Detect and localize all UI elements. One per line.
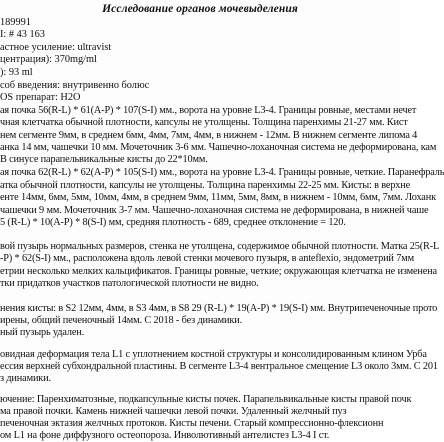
report-line-conclusion-4: ом L1 на фоне диффузного остеопороза. Инволютивный антелистез L3-4 I ст. <box>0 430 330 441</box>
report-line-oral-agent: OS препарат: H2O <box>0 92 81 103</box>
report-title: Исследование органов мочевыделения <box>102 3 298 15</box>
report-line-gallbladder: ный пузырь удален. <box>0 327 85 338</box>
report-line-concentration: центрация): 370mg/ml <box>0 54 97 65</box>
report-line-conclusion-2: ма правой почки. Камень нижней чашечки левой почки. Удаленный желчный пуз <box>0 406 347 417</box>
report-line-left-kidney-1: ая почка 62(R-L) * 62(A-P) * 105(S-I) мм., ворота на уровне L3-4. Границы ровные, четкие. Паранефраль <box>0 167 444 178</box>
report-line-left-kidney-4: чашечки 9 мм. Мочеточник 3-7 мм. Чашечно-лоханочная система не деформирована, в нижней чаше <box>0 205 429 216</box>
report-line-right-kidney-1: ая почка 56(R-L) * 61(A-P) * 107(S-I) мм., ворота на уровне L3-4. Границы ровные, местами нечет <box>0 105 417 116</box>
report-line-right-kidney-3: нем сегменте 9мм, в среднем 6мм, 4мм, 7мм, 4мм, в нижнем - 12мм. В нижнем сегменте липома 4 <box>0 130 418 141</box>
report-line-spine-1: овидная деформация тела L1 с уплотнением костной структуры и консолидированным клином Урба <box>0 349 427 360</box>
report-line-right-kidney-4: анка 14 мм, чашечки 10 мм. Мочеточник 3-6 мм. Чашечно-лоханочная система не деформирована, кам <box>0 142 437 153</box>
report-line-right-kidney-2: чная клетчатка обычной плотности, капсулы не утолщены. Толщина паренхимы 21-27 мм. Кист <box>0 117 408 128</box>
report-line-left-kidney-3: енте 14мм, 6мм, 5мм, 10мм, 4мм, в среднем 9мм, 11мм, 5мм, 8мм, в нижнем - 10мм, 6мм, 7мм. Лоханк <box>0 192 436 203</box>
report-line-spine-2: ессия верхней субхондральной пластины. В сегменте L3-4 вентральное смещение L3 около 3мм. С 201 <box>0 361 438 372</box>
report-line-study-number: I: # 43 163 <box>0 29 45 40</box>
report-line-patient-id: 189991 <box>0 17 31 28</box>
report-line-right-kidney-5: В синусе парапельвикальные кисты до 22*10мм. <box>0 154 208 165</box>
report-line-bladder-1: вой пузырь нормальных размеров, стенка не утолщена, содержимое обычной плотности. Матка 25(R-L <box>0 241 440 252</box>
report-line-conclusion-1: ючение: Паренхиматозные, подкапсульные кисты почек. Парапельвикальные кисты правой почк <box>0 394 412 405</box>
report-line-spine-3: з динамики. <box>0 373 51 384</box>
report-line-left-kidney-5: 5 (R-L) * 10(A-P) * 8(S-I) мм, средняя плотность - 689, среднее отклонение = 120. <box>0 217 346 228</box>
report-line-administration: соб введения: внутривенно болюс <box>0 80 150 91</box>
report-line-conclusion-3: печеночная эктазия желчных протоков. Кисты печени. Старый компрессионно-флексионн <box>0 418 384 429</box>
report-line-liver-1: нения кисты: в S2 12мм, 4мм, в S3 4мм, в S8 29 (R-L) * 19(A-P) * 19(S-I) мм. Внутрипеченочные прото <box>0 303 438 314</box>
report-line-bladder-3: етрии несколько мелких кальцификатов. Границы ровные, четкие; окружающая клетчатка не изменена <box>0 266 437 277</box>
report-line-liver-2: ирены, общий печеночный 14мм. С 2018 - без динамики. <box>0 315 243 326</box>
report-line-left-kidney-2: атка обычной плотности, капсулы не утолщены. Толщина паренхимы 22-25 мм. Кисты: в верхне <box>0 180 411 191</box>
report-line-bladder-4: тки придатков участков патологической плотности не видно. <box>0 278 259 289</box>
report-line-contrast: астное усиление: ultravist <box>0 42 112 53</box>
report-line-bladder-2: -P) * 62(S-I) мм., расположена вдоль левой стенки мочевого пузыря, в anteflexio, эндометрий 7мм <box>0 253 414 264</box>
report-line-volume: ): 93 ml <box>0 67 33 78</box>
